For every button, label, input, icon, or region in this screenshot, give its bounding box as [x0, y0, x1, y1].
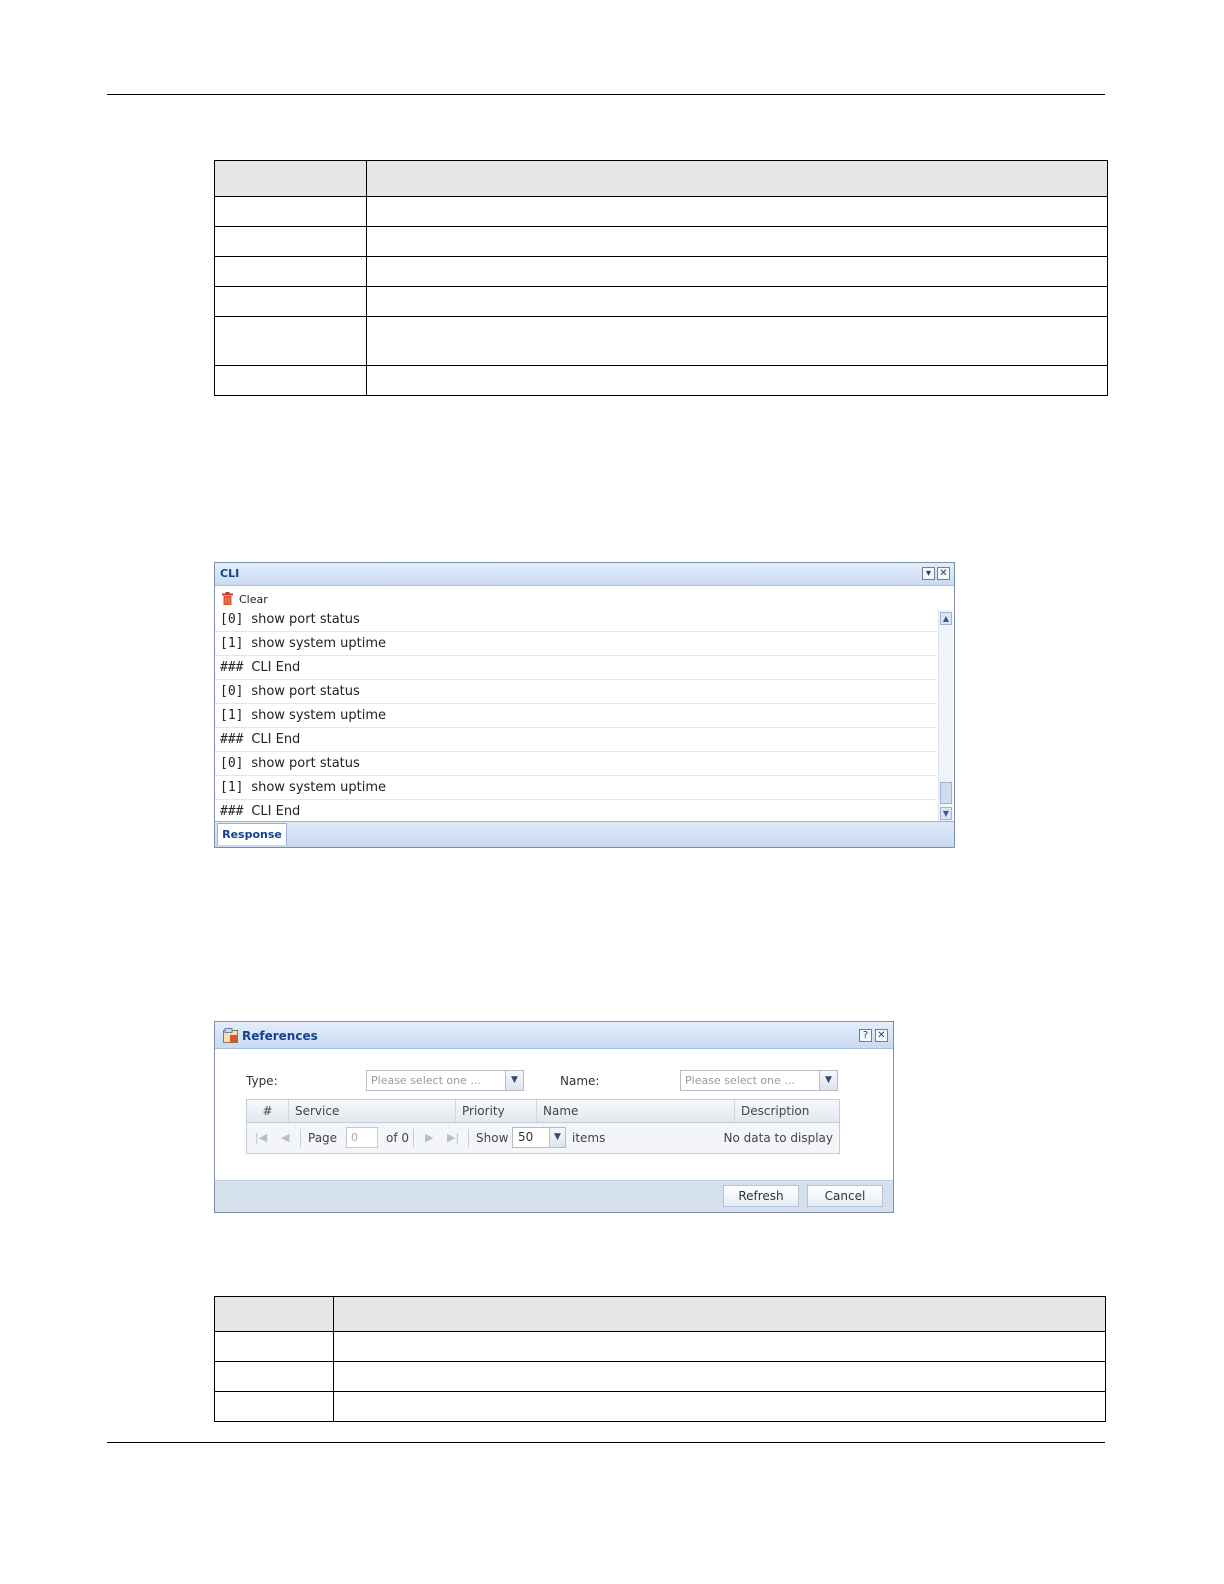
- cli-line-index: [0]: [220, 612, 244, 627]
- pager-separator: [468, 1129, 469, 1147]
- cli-line: [215, 680, 937, 704]
- type-select[interactable]: [366, 1070, 524, 1091]
- type-placeholder: Please select one ...: [371, 1074, 481, 1087]
- prev-page-icon[interactable]: ◀: [281, 1131, 290, 1144]
- dialog-footer: [215, 1180, 893, 1212]
- table-header-row: [215, 1297, 1106, 1332]
- tab-response[interactable]: Response: [217, 823, 287, 845]
- column-header-name[interactable]: Name: [537, 1100, 735, 1122]
- column-header-priority[interactable]: Priority: [456, 1100, 537, 1122]
- table-row: [215, 227, 1108, 257]
- table-row: [215, 1392, 1106, 1422]
- cli-line-index: [1]: [220, 636, 244, 651]
- references-icon: [223, 1028, 238, 1043]
- scroll-down-icon[interactable]: ▼: [940, 807, 952, 820]
- items-label: items: [572, 1131, 606, 1145]
- grid-header: [247, 1100, 839, 1123]
- page-number-input[interactable]: 0: [346, 1127, 378, 1148]
- close-icon[interactable]: ✕: [875, 1029, 888, 1042]
- cli-toolbar: [215, 586, 954, 608]
- pager-separator: [300, 1129, 301, 1147]
- cli-line-text: show system uptime: [251, 780, 387, 795]
- cli-line-index: ###: [220, 804, 244, 819]
- first-page-icon[interactable]: |◀: [255, 1131, 268, 1144]
- cli-line-index: [1]: [220, 780, 244, 795]
- collapse-icon[interactable]: ▾: [922, 567, 935, 580]
- trash-icon[interactable]: [222, 592, 233, 605]
- cli-line-text: show system uptime: [251, 708, 387, 723]
- chevron-down-icon[interactable]: ▼: [505, 1071, 523, 1090]
- cli-line-text: CLI End: [251, 804, 301, 819]
- footer-rule: [107, 1442, 1105, 1443]
- table-header-row: [215, 161, 1108, 197]
- scroll-thumb[interactable]: [940, 782, 952, 804]
- page-label: Page: [308, 1131, 338, 1145]
- clear-button[interactable]: Clear: [239, 593, 268, 606]
- name-placeholder: Please select one ...: [685, 1074, 795, 1087]
- cli-output-list: [215, 608, 937, 822]
- cli-title: CLI: [220, 567, 240, 580]
- cli-line-index: [0]: [220, 756, 244, 771]
- cli-line-text: show port status: [251, 756, 360, 771]
- cli-line: [215, 728, 937, 752]
- references-titlebar: [215, 1022, 893, 1049]
- column-header-number[interactable]: #: [247, 1100, 289, 1122]
- pager-separator: [413, 1129, 414, 1147]
- table-row: [215, 317, 1108, 366]
- table-row: [215, 1332, 1106, 1362]
- cli-tabbar: [215, 821, 954, 847]
- header-rule: [107, 94, 1105, 95]
- column-header-description[interactable]: Description: [741, 1104, 810, 1118]
- cli-line: [215, 704, 937, 728]
- references-dialog: [214, 1021, 894, 1213]
- chevron-down-icon[interactable]: ▼: [549, 1128, 565, 1147]
- cli-line: [215, 632, 937, 656]
- refresh-button[interactable]: Refresh: [723, 1185, 799, 1207]
- cli-line-index: [1]: [220, 708, 244, 723]
- table-row: [215, 1362, 1106, 1392]
- last-page-icon[interactable]: ▶|: [447, 1131, 460, 1144]
- cli-line-text: show port status: [251, 684, 360, 699]
- table-row: [215, 287, 1108, 317]
- vertical-scrollbar[interactable]: [938, 610, 953, 822]
- page-count-label: of 0: [386, 1131, 410, 1145]
- cli-line: [215, 752, 937, 776]
- bottom-table: [214, 1296, 1106, 1422]
- cli-line: [215, 656, 937, 680]
- page-size-select[interactable]: [512, 1127, 566, 1148]
- cli-window: [214, 562, 955, 848]
- cli-line-index: ###: [220, 732, 244, 747]
- cli-line-text: CLI End: [251, 660, 301, 675]
- cli-line: [215, 800, 937, 822]
- help-icon[interactable]: ?: [859, 1029, 872, 1042]
- pager-toolbar: [247, 1123, 839, 1153]
- page-size-value: 50: [518, 1130, 534, 1144]
- table-row: [215, 366, 1108, 396]
- name-label: Name:: [560, 1074, 600, 1088]
- table-row: [215, 197, 1108, 227]
- cancel-button[interactable]: Cancel: [807, 1185, 883, 1207]
- show-label: Show: [476, 1131, 509, 1145]
- cli-line-text: show port status: [251, 612, 360, 627]
- table-row: [215, 257, 1108, 287]
- type-label: Type:: [246, 1074, 278, 1088]
- cli-titlebar: [215, 563, 954, 586]
- empty-message: No data to display: [723, 1131, 833, 1145]
- references-title: References: [242, 1029, 318, 1043]
- top-table: [214, 160, 1108, 396]
- references-grid: [246, 1099, 840, 1154]
- cli-line-index: ###: [220, 660, 244, 675]
- next-page-icon[interactable]: ▶: [425, 1131, 434, 1144]
- column-header-service[interactable]: Service: [289, 1100, 456, 1122]
- close-icon[interactable]: ✕: [937, 567, 950, 580]
- cli-line-index: [0]: [220, 684, 244, 699]
- cli-line: [215, 776, 937, 800]
- cli-line-text: CLI End: [251, 732, 301, 747]
- name-select[interactable]: [680, 1070, 838, 1091]
- chevron-down-icon[interactable]: ▼: [819, 1071, 837, 1090]
- scroll-up-icon[interactable]: ▲: [940, 612, 952, 625]
- cli-line-text: show system uptime: [251, 636, 387, 651]
- cli-line: [215, 608, 937, 632]
